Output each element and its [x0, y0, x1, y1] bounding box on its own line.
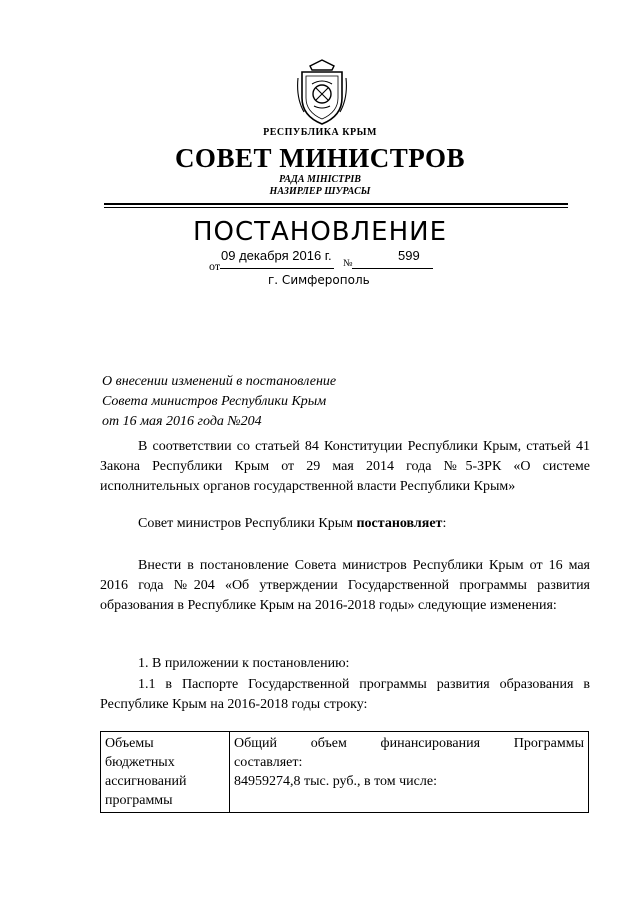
header-rule-thin: [104, 207, 568, 208]
amendment-paragraph: Внести в постановление Совета министров Республики Крым от 16 мая 2016 года №204 «Об утверждении Государственной программы развития образования в Республике Крым на 2016-2018 годы» следующие изменения:: [100, 558, 590, 613]
republic-name: РЕСПУБЛИКА КРЫМ: [263, 127, 377, 138]
title-line: Совета министров Республики Крым: [102, 394, 327, 409]
table-row: [101, 732, 589, 813]
table-cell-value: [230, 732, 589, 813]
cell-line: 84959274,8 тыс. руб., в том числе:: [234, 774, 437, 789]
decree-city: г. Симферополь: [268, 273, 370, 287]
crimea-coat-of-arms-icon: [296, 58, 348, 126]
number-underline: [352, 268, 433, 269]
number-sign: №: [343, 258, 353, 269]
passport-table: [100, 731, 589, 813]
item-1-paragraph: 1. В приложении к постановлению:: [138, 656, 350, 671]
council-name-crimean-tatar: НАЗИРЛЕР ШУРАСЫ: [269, 186, 371, 197]
resolution-text: Совет министров Республики Крым: [138, 516, 357, 531]
decree-date: 09 декабря 2016 г.: [221, 248, 332, 263]
decree-title: [102, 372, 336, 432]
cell-line: ассигнований: [105, 774, 187, 789]
header-rule-thick: [104, 203, 568, 205]
cell-line: Объемы: [105, 736, 154, 751]
date-prefix: от: [209, 259, 221, 273]
resolution-colon: :: [442, 516, 447, 531]
item-1-1-paragraph: 1.1 в Паспорте Государственной программы развития образования в Республике Крым на 2016-2018 годы строку:: [100, 677, 590, 712]
table-cell-label: [101, 732, 230, 813]
preamble-paragraph: В соответствии со статьей 84 Конституции Республики Крым, статьей 41 Закона Республики Крым от 29 мая 2014 года №5-ЗРК «О системе исполнительных органов государственной власти Республики Крым»: [100, 439, 590, 494]
council-name-ukrainian: РАДА МІНІСТРІВ: [279, 174, 361, 185]
title-line: от 16 мая 2016 года №204: [102, 414, 262, 429]
decree-heading: ПОСТАНОВЛЕНИЕ: [192, 217, 448, 247]
cell-line: составляет:: [234, 755, 303, 770]
decree-number: 599: [398, 248, 420, 263]
cell-line: программы: [105, 793, 173, 808]
council-name: СОВЕТ МИНИСТРОВ: [174, 143, 466, 173]
date-underline: [220, 268, 334, 269]
resolution-paragraph: [100, 514, 590, 534]
title-line: О внесении изменений в постановление: [102, 374, 337, 389]
cell-line: Общий объем финансирования Программы: [234, 736, 584, 751]
resolution-verb: постановляет: [356, 516, 443, 531]
cell-line: бюджетных: [105, 755, 175, 770]
